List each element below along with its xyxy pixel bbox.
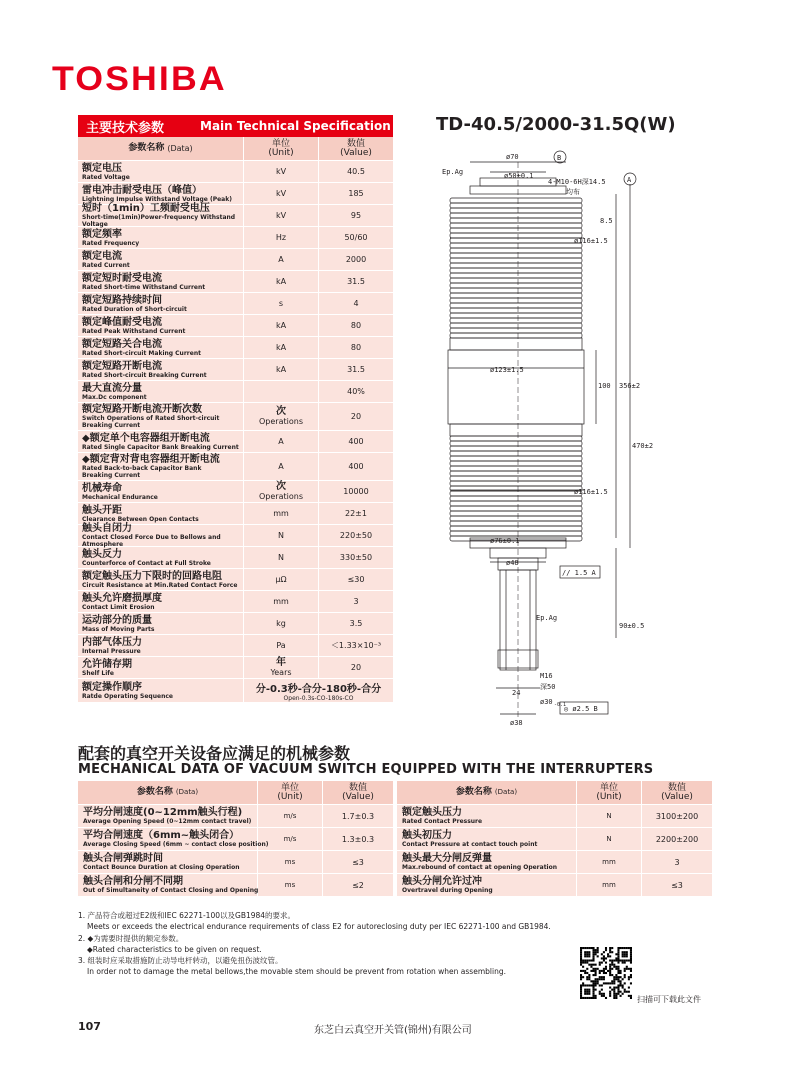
lower-ribs: [450, 436, 582, 541]
mech-row-unit: ms: [284, 858, 296, 866]
mech-row-unit: m/s: [283, 835, 297, 843]
spec-row-value: 3.5: [349, 619, 363, 628]
mech-row-unit: mm: [602, 858, 616, 866]
spec-row-name-en: Clearance Between Open Contacts: [82, 515, 199, 523]
spec-row-value: 20: [350, 663, 362, 672]
mech-row-value: ≤3: [671, 880, 683, 890]
dim-d123: ø123±1.5: [490, 366, 524, 374]
header-unit-cn: 单位: [271, 138, 290, 149]
spec-row-unit: kA: [275, 277, 287, 286]
spec-row-name-cn: 额定峰值耐受电流: [82, 316, 162, 328]
sequence-value-en: Open-0.3s-CO-180s-CO: [283, 694, 354, 702]
spec-row-name-en: Rated Short-circuit Breaking Current: [82, 371, 207, 379]
spec-row-name-en: Rated Single Capacitor Bank Breaking Current: [82, 443, 239, 451]
mech-left-header-unit-en: (Unit): [277, 791, 303, 802]
spec-row: [78, 591, 393, 613]
spec-row-unit: N: [278, 531, 284, 540]
spec-row-name-cn: 触头开距: [82, 504, 122, 516]
mech-right-header-name-cn: 参数名称: [455, 787, 492, 797]
spec-row-name-cn: 额定短路持续时间: [82, 294, 162, 306]
spec-row: [78, 613, 393, 635]
mech-row-name-en: Overtravel during Opening: [402, 887, 493, 894]
spec-row: [78, 547, 393, 569]
spec-row: [78, 453, 393, 481]
spec-row-unit: mm: [273, 509, 289, 518]
mech-right-header: [397, 781, 712, 805]
spec-row: [78, 381, 393, 403]
spec-row-name-cn: 短时（1min）工频耐受电压: [82, 203, 210, 214]
toshiba-logo: TOSHIBA: [52, 60, 227, 98]
mech-left-header-name-en: (Data): [175, 788, 199, 796]
mech-row-name-en: Contact Pressure at contact touch point: [402, 841, 538, 848]
spec-row: [78, 205, 393, 227]
mech-row-name-en: Average Closing Speed (6mm ~ contact close position): [83, 841, 269, 848]
spec-row-unit: kA: [275, 365, 287, 374]
spec-row-name-en: Internal Pressure: [82, 647, 141, 655]
mech-row-name-cn: 触头合闸和分闸不同期: [83, 876, 183, 887]
mech-row: [397, 828, 712, 851]
spec-row-unit: kg: [276, 619, 286, 628]
spec-row: [78, 293, 393, 315]
mech-right-header-unit-cn: 单位: [599, 782, 618, 793]
spec-row-value: 22±1: [345, 509, 367, 518]
mech-row-unit: N: [606, 812, 612, 820]
spec-row-unit: kA: [275, 343, 287, 352]
spec-row: [78, 271, 393, 293]
spec-title-en: Main Technical Specification: [200, 119, 391, 133]
header-value-en: (Value): [340, 147, 372, 158]
spec-row-name-en: Lightning Impulse Withstand Voltage (Peak): [82, 195, 232, 203]
spec-row-value: 330±50: [339, 553, 373, 562]
spec-row-name-en: Rated Short-time Withstand Current: [82, 283, 206, 291]
spec-row-unit: A: [278, 462, 284, 471]
page-number: 107: [78, 1020, 101, 1033]
spec-row-name-cn: 额定电流: [82, 250, 122, 262]
spec-row-unit: s: [278, 299, 284, 308]
spec-row-value: 2000: [345, 255, 367, 264]
spec-row: [78, 403, 393, 431]
spec-row-value: 400: [348, 437, 364, 446]
spec-row: [78, 635, 393, 657]
dim-d48: ø48: [506, 559, 519, 567]
mech-row-value: 1.7±0.3: [341, 811, 375, 821]
middle-flange-bottom: [450, 424, 582, 436]
spec-row-unit: N: [278, 553, 284, 562]
spec-row-name-en-2: Breaking Current: [82, 472, 141, 479]
spec-row-value: 10000: [343, 487, 369, 496]
spec-row: [78, 525, 393, 547]
mech-row-name-cn: 触头合闸弹跳时间: [83, 853, 163, 864]
mech-row: [78, 805, 393, 828]
spec-row-unit: kV: [275, 167, 287, 176]
mech-right-header-value-cn: 数值: [667, 782, 686, 793]
header-name-cn: 参数名称: [128, 143, 165, 153]
spec-row-name-en: Mass of Moving Parts: [82, 625, 155, 633]
spec-row-unit: kV: [275, 211, 287, 220]
spec-row-value: 80: [350, 321, 362, 330]
spec-row-name-cn: 额定频率: [82, 228, 122, 240]
header-value-cn: 数值: [346, 138, 365, 149]
spec-row-unit: kV: [275, 189, 287, 198]
mech-row: [78, 828, 393, 851]
dim-d50: ø50±0.1: [504, 172, 534, 180]
spec-row-value: 40.5: [347, 167, 365, 176]
spec-row-name-cn: 额定短路开断电流: [82, 360, 162, 372]
mech-row: [78, 851, 393, 874]
dim-8-5: 8.5: [600, 217, 613, 225]
spec-row-name-en: Contact Limit Erosion: [82, 603, 155, 611]
mech-row-name-cn: 平均分闸速度(0~12mm触头行程): [83, 807, 243, 818]
sequence-cn: 额定操作顺序: [82, 681, 142, 693]
qr-code-icon[interactable]: [580, 947, 632, 999]
mech-row: [78, 874, 393, 897]
spec-row-name-cn: 最大直流分量: [82, 382, 142, 394]
dim-d38: ø38: [510, 719, 523, 727]
dim-90: 90±0.5: [619, 622, 645, 630]
note-3-en: In order not to damage the metal bellows,the movable stem should be prevent from rotation when assembling.: [87, 967, 506, 977]
mech-row-name-en: Average Opening Speed (0~12mm contact travel): [83, 818, 252, 825]
mech-row-name-cn: 额定触头压力: [402, 807, 462, 818]
mech-left-header: [78, 781, 393, 805]
spec-row-name-cn: 允许储存期: [82, 658, 132, 670]
mech-row: [397, 805, 712, 828]
spec-row-value: ＜1.33×10⁻³: [330, 641, 382, 650]
spec-row-name-cn: 额定短路开断电流开断次数: [82, 404, 202, 415]
spec-row-unit: A: [278, 255, 284, 264]
spec-row: [78, 183, 393, 205]
spec-row-value: 80: [350, 343, 362, 352]
spec-row-unit-cn: 次: [276, 406, 286, 417]
dim-d116-top: ø116±1.5: [574, 237, 608, 245]
spec-row-name-en: Circuit Resistance at Min.Rated Contact Force: [82, 581, 238, 589]
spec-row-name-cn: 触头允许磨损厚度: [82, 592, 162, 604]
mech-row-value: 1.3±0.3: [341, 834, 375, 844]
spec-row-value: 4: [353, 299, 359, 308]
spec-row-value: 20: [350, 412, 362, 421]
note-1-cn: 1. 产品符合或超过E2级和IEC 62271-100以及GB1984的要求。: [78, 911, 296, 920]
dim-24: 24: [512, 689, 521, 697]
mech-row: [397, 851, 712, 874]
mech-left-header-unit-cn: 单位: [280, 782, 299, 793]
spec-row-value: ≤30: [347, 575, 365, 584]
header-unit-en: (Unit): [268, 147, 294, 158]
notes: [78, 910, 598, 978]
spec-row: [78, 569, 393, 591]
spec-row-name-en: Rated Short-circuit Making Current: [82, 349, 201, 357]
spec-row-unit: Years: [270, 668, 292, 677]
dim-deep50: 深50: [540, 683, 556, 691]
mech-row-value: ≤2: [352, 880, 364, 890]
mech-row-name-en: Max.rebound of contact at opening Operation: [402, 864, 558, 871]
spec-row-name-en: Shelf Life: [82, 669, 114, 677]
mech-row-unit: ms: [284, 881, 296, 889]
mech-row-name-cn: 平均合闸速度（6mm~触头闭合）: [83, 830, 240, 841]
spec-row-name-en: Counterforce of Contact at Full Stroke: [82, 559, 211, 567]
spec-row-value: 50/60: [344, 233, 368, 242]
spec-row-name-cn: ◆额定背对背电容器组开断电流: [82, 454, 220, 465]
spec-row-unit: A: [278, 437, 284, 446]
spec-row-name-en: Rated Back-to-back Capacitor Bank: [82, 465, 202, 472]
dim-356: 356±2: [619, 382, 641, 390]
spec-row-name-cn: 内部气体压力: [82, 636, 142, 648]
dim-d30-tol: -0.1: [554, 702, 567, 708]
middle-flange-top: [450, 338, 582, 350]
spec-row-unit-cn: 年: [276, 657, 286, 668]
spec-row-value: 31.5: [347, 277, 365, 286]
note-2-cn: 2. ◆为需要时提供的额定参数。: [78, 933, 184, 943]
spec-header-row: [78, 137, 393, 161]
spec-row-name-en: Rated Frequency: [82, 239, 140, 247]
ref-b: B: [557, 154, 562, 162]
spec-row-name-cn: 运动部分的质量: [82, 614, 152, 626]
spec-row-unit: Hz: [275, 233, 287, 242]
mech-row-unit: m/s: [283, 812, 297, 820]
spec-row-name-en: Rated Current: [82, 261, 130, 269]
note-3-cn: 3. 组装时应采取措施防止动导电杆转动，以避免扭伤波纹管。: [78, 956, 283, 966]
spec-row-value: 185: [348, 189, 364, 198]
mech-table-left: [78, 781, 393, 897]
spec-row-name-cn: 机械寿命: [82, 482, 122, 494]
mech-row-name-cn: 触头最大分闸反弹量: [402, 853, 492, 864]
spec-row-name-cn: 雷电冲击耐受电压（峰值）: [82, 184, 202, 196]
spec-row-unit: Pa: [276, 641, 286, 650]
mech-title-en: MECHANICAL DATA OF VACUUM SWITCH EQUIPPED WITH THE INTERRUPTERS: [78, 762, 654, 777]
upper-ribs: [450, 198, 582, 338]
spec-row-name-en: Rated Voltage: [82, 173, 130, 181]
mech-left-header-value-en: (Value): [342, 791, 374, 802]
note-1-en: Meets or exceeds the electrical endurance requirements of class E2 for autoreclosing duty per IEC 62271-100 and GB1984.: [87, 922, 551, 932]
spec-row: [78, 657, 393, 679]
mech-right-header-unit-en: (Unit): [596, 791, 622, 802]
mech-row-name-en: Rated Contact Pressure: [402, 818, 483, 825]
mech-row-value: 3: [674, 857, 680, 867]
dim-m16: M16: [540, 672, 553, 680]
spec-row: [78, 503, 393, 525]
dim-100: 100: [598, 382, 611, 390]
mech-row-name-cn: 触头分闸允许过冲: [402, 876, 482, 887]
spec-row: [78, 249, 393, 271]
mech-row-name-en: Contact Bounce Duration at Closing Operation: [83, 864, 240, 871]
mech-left-header-value-cn: 数值: [348, 782, 367, 793]
spec-row: [78, 431, 393, 453]
spec-row: [78, 481, 393, 503]
spec-row-name-cn: 触头反力: [82, 548, 122, 560]
concentricity-label: ◎ ø2.5 B: [564, 705, 598, 713]
ep-ag-bottom: Ep.Ag: [536, 614, 558, 622]
spec-row-name-cn: 额定短时耐受电流: [82, 272, 162, 284]
spec-row-unit-cn: 次: [276, 481, 286, 492]
interrupter-drawing: [420, 148, 660, 728]
header-name-en: (Data): [167, 144, 193, 153]
spec-row-name-cn: 额定电压: [82, 162, 122, 174]
spec-row-unit: mm: [273, 597, 289, 606]
spec-row-value: 3: [353, 597, 359, 606]
spec-row-name-en-2: Breaking Current: [82, 422, 141, 429]
spec-row-value: 31.5: [347, 365, 365, 374]
spec-row-name-cn: ◆额定单个电容器组开断电流: [82, 432, 210, 444]
spec-row-sequence: [78, 679, 393, 703]
dim-d70: ø70: [506, 153, 519, 161]
mech-row: [397, 874, 712, 897]
company-footer: 东芝白云真空开关管(锦州)有限公司: [314, 1025, 472, 1036]
mech-right-header-name-en: (Data): [494, 788, 518, 796]
spec-row-unit: Operations: [259, 492, 303, 501]
spec-row-name-en: Switch Operations of Rated Short-circuit: [82, 415, 220, 422]
spec-row: [78, 161, 393, 183]
sequence-en: Ratde Operating Sequence: [82, 692, 173, 700]
mech-right-header-value-en: (Value): [661, 791, 693, 802]
mech-row-value: 2200±200: [655, 834, 699, 844]
mech-row-value: ≤3: [352, 857, 364, 867]
sequence-value-cn: 分-0.3秒-合分-180秒-合分: [255, 683, 382, 695]
spec-row-name-cn: 额定短路关合电流: [82, 338, 162, 350]
mech-title-cn: 配套的真空开关设备应满足的机械参数: [78, 744, 351, 763]
spec-row-value: 40%: [347, 387, 365, 396]
ep-ag-top: Ep.Ag: [442, 168, 464, 176]
mech-row-unit: N: [606, 835, 612, 843]
mech-row-unit: mm: [602, 881, 616, 889]
spec-row-name-en: Max.Dc component: [82, 393, 147, 401]
spec-row-name-cn: 触头自闭力: [82, 523, 132, 534]
spec-row-name-en: Contact Closed Force Due to Bellows and Atmosphere: [82, 534, 221, 548]
spec-row-name-cn: 额定触头压力下限时的回路电阻: [82, 570, 222, 582]
dim-d76: ø76±0.1: [490, 537, 520, 545]
model-title: TD-40.5/2000-31.5Q(W): [436, 114, 676, 135]
spec-row-unit: kA: [275, 321, 287, 330]
middle-shield: [448, 350, 584, 424]
spec-row: [78, 315, 393, 337]
mech-left-header-name-cn: 参数名称: [136, 787, 173, 797]
thread-label: 4-M10-6H深14.5: [548, 178, 606, 186]
spec-row-unit: Operations: [259, 417, 303, 426]
spec-table-title: [78, 115, 393, 137]
spec-row-value: 400: [348, 462, 364, 471]
mech-table-right: [397, 781, 712, 897]
spec-row-name-en: Short-time(1min)Power-frequency Withstand Voltage: [82, 214, 236, 228]
flatness-label: // 1.5 A: [562, 569, 596, 577]
spec-row: [78, 337, 393, 359]
spec-table: [78, 115, 393, 703]
spec-row: [78, 359, 393, 381]
note-2-en: ◆Rated characteristics to be given on request.: [87, 944, 262, 954]
mech-row-name-cn: 触头初压力: [402, 830, 452, 841]
spec-row-name-en: Rated Duration of Short-circuit: [82, 305, 187, 313]
spec-row-name-en: Mechanical Endurance: [82, 493, 158, 501]
spec-row: [78, 227, 393, 249]
spec-title-cn: 主要技术参数: [86, 120, 165, 136]
spec-row-value: 95: [350, 211, 362, 220]
spec-row-name-en: Rated Peak Withstand Current: [82, 327, 186, 335]
dim-470: 470±2: [632, 442, 654, 450]
spec-row-value: 220±50: [339, 531, 373, 540]
dim-d116-bottom: ø116±1.5: [574, 488, 608, 496]
mech-row-value: 3100±200: [655, 811, 699, 821]
ref-a: A: [627, 176, 632, 184]
spec-row-unit: μΩ: [275, 575, 287, 584]
dim-d30: ø30: [540, 698, 553, 706]
even-label: 均布: [566, 188, 580, 196]
qr-label: 扫描可下载此文件: [637, 995, 701, 1004]
mech-row-name-en: Out of Simultaneity of Contact Closing and Opening: [83, 887, 259, 894]
